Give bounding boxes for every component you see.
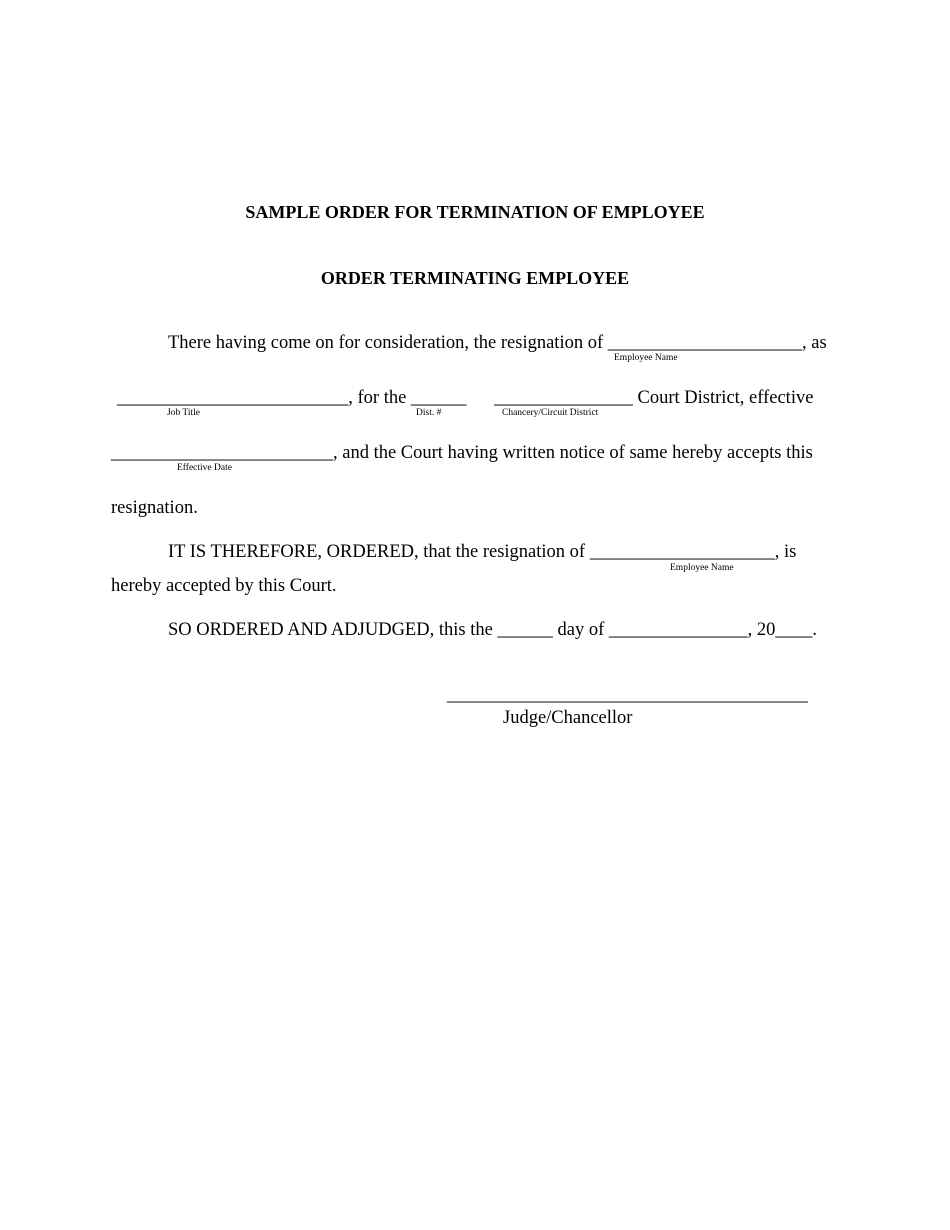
document-subtitle: ORDER TERMINATING EMPLOYEE [320, 268, 630, 288]
para1-line2: _________________________, for the ______ _______________ Court District, effective [117, 388, 814, 408]
signature-label: Judge/Chancellor [503, 708, 633, 728]
document-title: SAMPLE ORDER FOR TERMINATION OF EMPLOYEE [245, 202, 705, 222]
para3-line1: SO ORDERED AND ADJUDGED, this the ______ day of _______________, 20____. [168, 620, 818, 640]
para1-line3: ________________________, and the Court having written notice of same hereby accepts this [111, 443, 813, 463]
label-job-title: Job Title [167, 408, 201, 418]
label-employee-name-2: Employee Name [670, 563, 734, 573]
label-employee-name: Employee Name [614, 353, 678, 363]
para1-line4: resignation. [111, 498, 198, 518]
para2-line2: hereby accepted by this Court. [111, 576, 337, 596]
label-chancery-circuit-district: Chancery/Circuit District [502, 408, 599, 418]
para2-line1: IT IS THEREFORE, ORDERED, that the resignation of ____________________, is [168, 542, 797, 562]
label-effective-date: Effective Date [177, 463, 232, 473]
label-dist-number: Dist. # [416, 408, 442, 418]
signature-line: _______________________________________ [447, 685, 808, 705]
para1-line1: There having come on for consideration, the resignation of _____________________, as [168, 333, 827, 353]
